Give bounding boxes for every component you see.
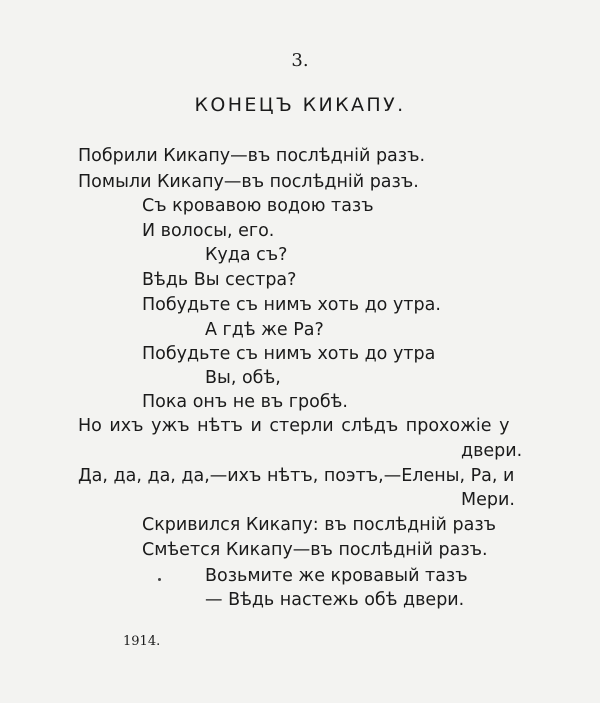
poem-line: Пока онъ не въ гробѣ. [142,392,348,412]
poem-date: 1914. [123,634,161,649]
poem-line: И волосы, его. [142,221,275,241]
poem-line: Съ кровавою водою тазъ [142,196,374,216]
poem-line: Скривился Кикапу: въ послѣднiй разъ [142,515,496,535]
poem-line: Помыли Кикапу—въ послѣднiй разъ. [78,172,419,192]
poem-line: Да, да, да, да,—ихъ нѣтъ, поэтъ,—Елены, Ра, и [78,466,515,486]
poem-line: Побрили Кикапу—въ послѣднiй разъ. [78,146,426,166]
page-number: 3. [291,50,309,71]
poem-line: Куда съ? [205,245,288,265]
poem-line: Побудьте съ нимъ хоть до утра [142,344,436,364]
poem-line: Возьмите же кровавый тазъ [205,566,468,586]
print-speck [158,578,161,581]
poem-line-continuation: Мери. [461,490,515,510]
poem-line: Побудьте съ нимъ хоть до утра. [142,295,441,315]
poem-title: КОНЕЦЪ КИКАПУ. [194,94,406,116]
poem-line: — Вѣдь настежь обѣ двери. [205,590,465,610]
poem-line: Смѣется Кикапу—въ послѣднiй разъ. [142,540,488,560]
poem-line: Но ихъ ужъ нѣтъ и стерли слѣдъ прохожiе у [78,416,510,436]
poem-line: Вѣдь Вы сестра? [142,270,297,290]
poem-line-continuation: двери. [461,441,523,461]
poem-line: Вы, обѣ, [205,368,281,388]
poem-line: А гдѣ же Ра? [205,320,324,340]
